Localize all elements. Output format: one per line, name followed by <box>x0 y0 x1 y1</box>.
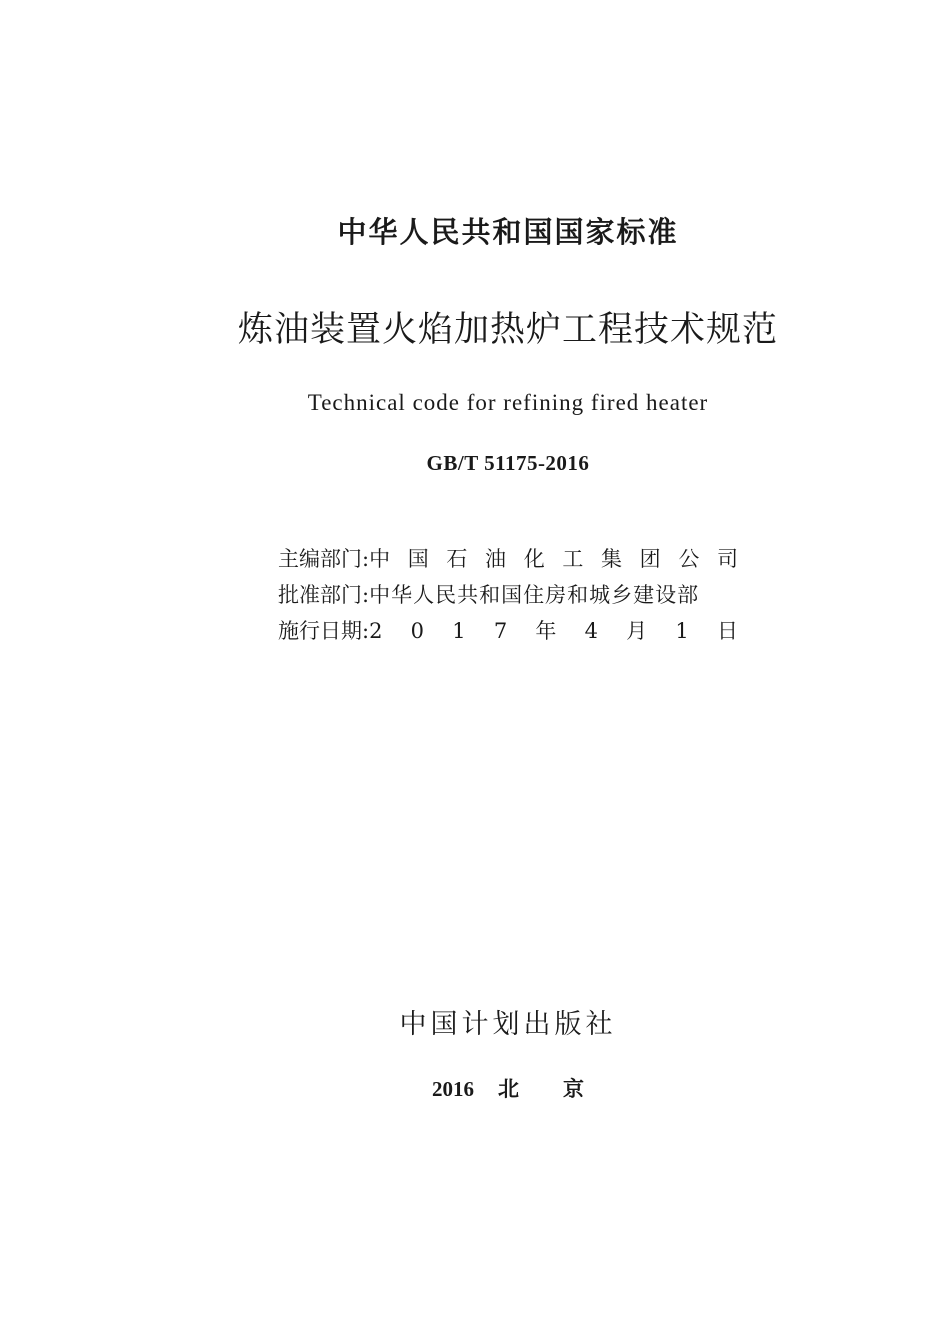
publication-city-char: 北 <box>498 1077 519 1101</box>
effective-date-row <box>278 613 738 649</box>
editor-char: 公 <box>678 547 700 571</box>
editor-char: 化 <box>523 547 545 571</box>
date-char: 年 <box>535 619 557 643</box>
date-char: 日 <box>716 619 738 643</box>
publication-place <box>33 1074 950 1104</box>
publication-year: 2016 <box>432 1077 474 1101</box>
editor-char: 国 <box>407 547 429 571</box>
date-char: 1 <box>675 619 689 643</box>
editor-char: 团 <box>639 547 661 571</box>
title-english: Technical code for refining fired heater <box>307 390 709 415</box>
editor-char: 石 <box>446 547 468 571</box>
approver-row <box>278 577 738 613</box>
approver-label: 批准部门: <box>278 583 370 607</box>
date-char: 1 <box>452 619 466 643</box>
editor-char: 工 <box>562 547 584 571</box>
editor-label: 主编部门: <box>278 547 370 571</box>
editor-row <box>278 541 738 577</box>
date-char: 2 <box>369 619 383 643</box>
effective-date-label: 施行日期: <box>278 619 370 643</box>
effective-date-value <box>369 616 738 646</box>
date-char: 月 <box>626 619 648 643</box>
date-char: 4 <box>584 619 598 643</box>
title-chinese: 炼油装置火焰加热炉工程技术规范 <box>237 310 778 350</box>
publisher-name: 中国计划出版社 <box>399 1009 617 1040</box>
approver-value: 中华人民共和国住房和城乡建设部 <box>369 583 700 607</box>
date-char: 0 <box>410 619 425 643</box>
editor-char: 中 <box>369 547 391 571</box>
standard-code: GB/T 51175-2016 <box>426 451 590 475</box>
editor-value <box>369 544 738 574</box>
editor-char: 司 <box>716 547 738 571</box>
publication-city-char: 京 <box>563 1077 584 1101</box>
editor-char: 集 <box>601 547 623 571</box>
editor-char: 油 <box>485 547 507 571</box>
standard-series-heading: 中华人民共和国国家标准 <box>337 215 679 249</box>
date-char: 7 <box>493 619 508 643</box>
